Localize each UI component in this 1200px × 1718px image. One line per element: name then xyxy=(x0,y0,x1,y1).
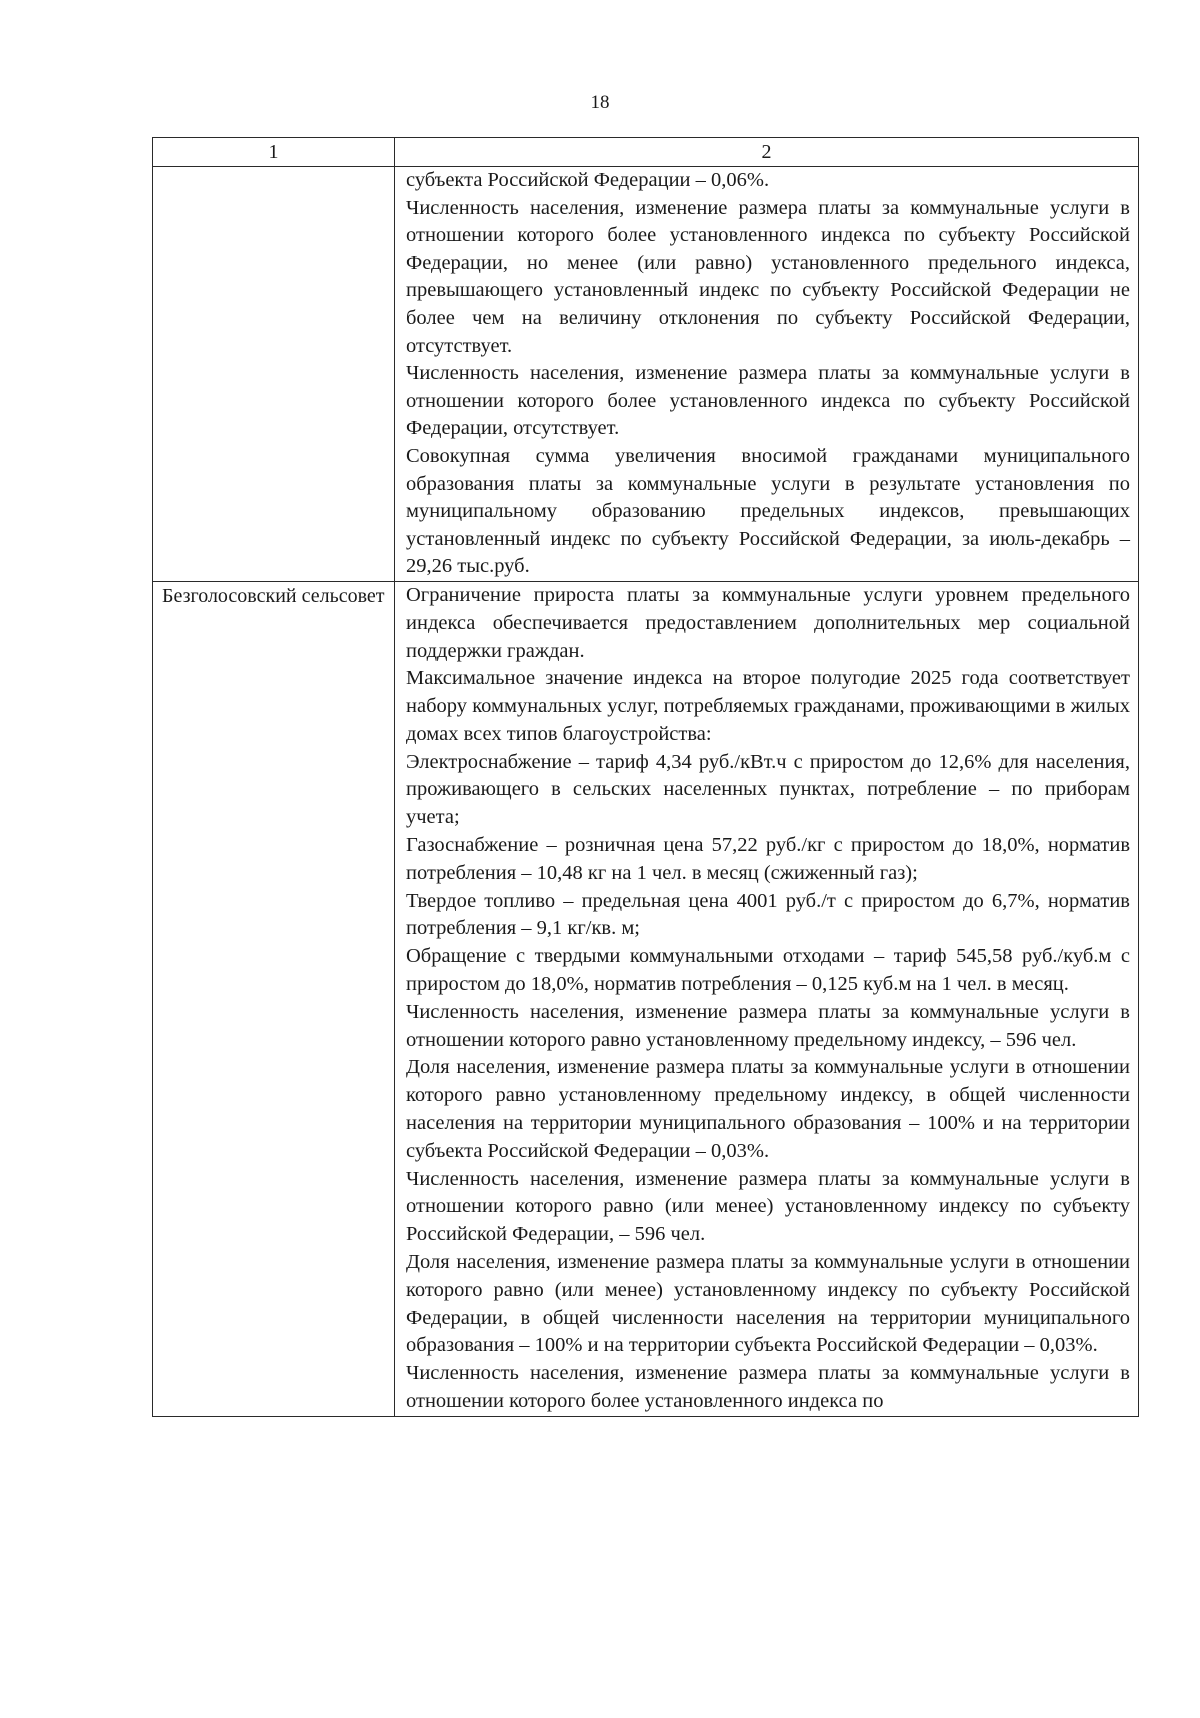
paragraph: Твердое топливо – предельная цена 4001 руб./т с приростом до 6,7%, норматив потребления – 9,1 кг/кв. м; xyxy=(406,889,1130,940)
column-header-2: 2 xyxy=(395,138,1139,167)
paragraph: Численность населения, изменение размера платы за коммунальные услуги в отношении которого более установленного индекса по субъекту Российской Федерации, но менее (или равно) установленного предельного индекса, превышающего установленный индекс по субъекту Российской Федерации не более чем на величину отклонения по субъекту Российской Федерации, отсутствует. xyxy=(406,196,1130,357)
paragraph: Численность населения, изменение размера платы за коммунальные услуги в отношении которого более установленного индекса по субъекту Российской Федерации, отсутствует. xyxy=(406,362,1130,440)
paragraph: Ограничение прироста платы за коммунальные услуги уровнем предельного индекса обеспечивается предоставлением дополнительных мер социальной поддержки граждан. xyxy=(406,583,1130,662)
paragraph: Численность населения, изменение размера платы за коммунальные услуги в отношении которого равно установленному предельному индексу, – 596 чел. xyxy=(406,1000,1130,1051)
table-row xyxy=(153,581,1139,1416)
paragraph: Электроснабжение – тариф 4,34 руб./кВт.ч с приростом до 12,6% для населения, проживающего в сельских населенных пунктах, потребление – по приборам учета; xyxy=(406,750,1130,829)
municipality-name: Безголосовский сельсовет xyxy=(153,581,395,1416)
table-header-row xyxy=(153,138,1139,167)
row-description xyxy=(395,581,1139,1416)
document-table xyxy=(152,137,1139,1417)
paragraph: Обращение с твердыми коммунальными отходами – тариф 545,58 руб./куб.м с приростом до 18,0%, норматив потребления – 0,125 куб.м на 1 чел. в месяц. xyxy=(406,945,1130,996)
paragraph: Доля населения, изменение размера платы за коммунальные услуги в отношении которого равно (или менее) установленному индексу по субъекту Российской Федерации, в общей численности населения на территории муниципального образования – 100% и на территории субъекта Российской Федерации – 0,03%. xyxy=(406,1251,1130,1357)
paragraph: Совокупная сумма увеличения вносимой гражданами муниципального образования платы за коммунальные услуги в результате установления по муниципальному образованию предельных индексов, превышающих установленный индекс по субъекту Российской Федерации, за июль-декабрь – 29,26 тыс.руб. xyxy=(406,444,1130,578)
paragraph: Численность населения, изменение размера платы за коммунальные услуги в отношении которого равно (или менее) установленному индексу по субъекту Российской Федерации, – 596 чел. xyxy=(406,1167,1130,1246)
paragraph: Максимальное значение индекса на второе полугодие 2025 года соответствует набору коммунальных услуг, потребляемых гражданами, проживающими в жилых домах всех типов благоустройства: xyxy=(406,667,1130,745)
row-description xyxy=(395,167,1139,582)
table-row xyxy=(153,167,1139,582)
column-header-1: 1 xyxy=(153,138,395,167)
paragraph: субъекта Российской Федерации – 0,06%. xyxy=(406,169,770,191)
page-number: 18 xyxy=(590,92,610,113)
paragraph: Численность населения, изменение размера платы за коммунальные услуги в отношении которого более установленного индекса по xyxy=(406,1362,1130,1413)
paragraph: Доля населения, изменение размера платы за коммунальные услуги в отношении которого равно установленному предельному индексу, в общей численности населения на территории муниципального образования – 100% и на территории субъекта Российской Федерации – 0,03%. xyxy=(406,1056,1130,1162)
paragraph: Газоснабжение – розничная цена 57,22 руб./кг с приростом до 18,0%, норматив потребления – 10,48 кг на 1 чел. в месяц (сжиженный газ); xyxy=(406,834,1130,884)
municipality-name xyxy=(153,167,395,582)
